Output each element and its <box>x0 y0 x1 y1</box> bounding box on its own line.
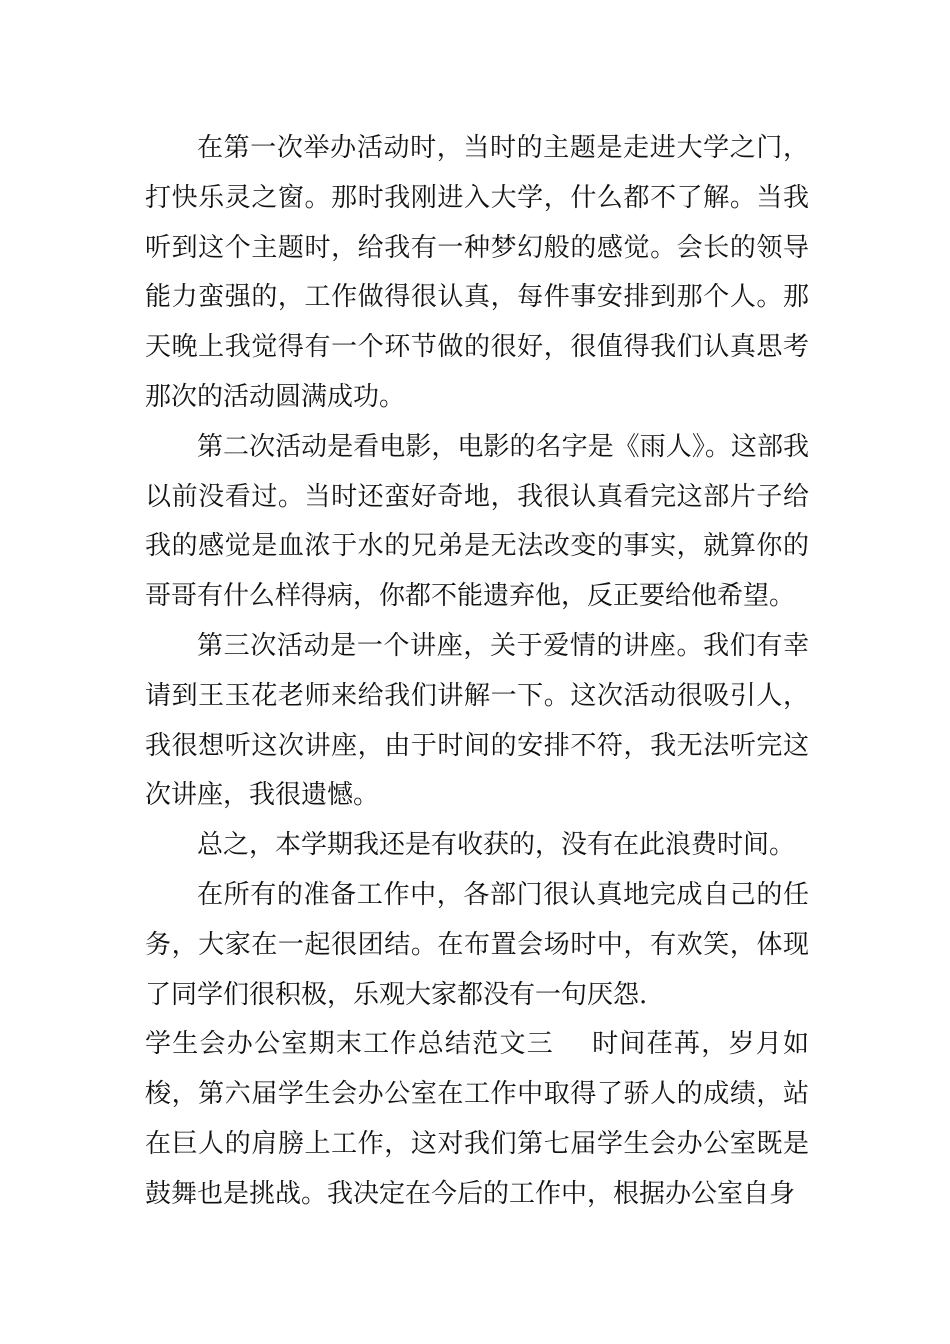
paragraph-first-event: 在第一次举办活动时，当时的主题是走进大学之门，打快乐灵之窗。那时我刚进入大学，什么都不了解。当我听到这个主题时，给我有一种梦幻般的感觉。会长的领导能力蛮强的，工作做得很认真，每件事安排到那个人。那天晚上我觉得有一个环节做的很好，很值得我们认真思考那次的活动圆满成功。 <box>145 133 809 412</box>
paragraph-summary: 总之，本学期我还是有收获的，没有在此浪费时间。 <box>197 830 796 861</box>
paragraph-third-event: 第三次活动是一个讲座，关于爱情的讲座。我们有幸请到王玉花老师来给我们讲解一下。这次活动很吸引人，我很想听这次讲座，由于时间的安排不符，我无法听完这次讲座，我很遗憾。 <box>145 630 809 811</box>
section-paragraph <box>145 1020 809 1219</box>
section-gap <box>554 1029 592 1059</box>
paragraph-preparation: 在所有的准备工作中，各部门很认真地完成自己的任务，大家在一起很团结。在布置会场时中，有欢笑，体现了同学们很积极，乐观大家都没有一句厌怨. <box>145 879 809 1010</box>
paragraph-second-event: 第二次活动是看电影，电影的名字是《雨人》。这部我以前没看过。当时还蛮好奇地，我很认真看完这部片子给我的感觉是血浓于水的兄弟是无法改变的事实，就算你的哥哥有什么样得病，你都不能遗弃他，反正要给他希望。 <box>145 431 809 612</box>
section-title: 学生会办公室期末工作总结范文三 <box>145 1029 554 1060</box>
document-body <box>145 124 809 1220</box>
section-body: 时间荏苒，岁月如梭，第六届学生会办公室在工作中取得了骄人的成绩，站在巨人的肩膀上工作，这对我们第七届学生会办公室既是鼓舞也是挑战。我决定在今后的工作中，根据办公室自身 <box>145 1029 809 1209</box>
